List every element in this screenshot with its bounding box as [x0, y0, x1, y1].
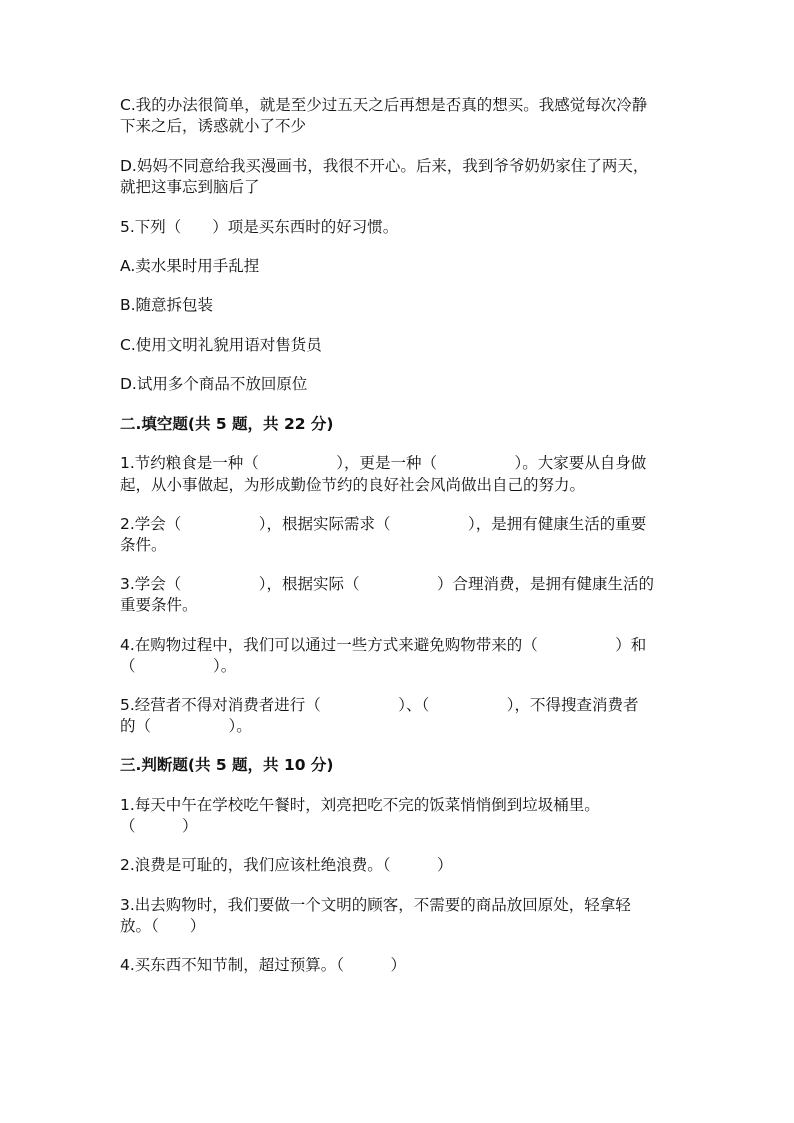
question-line: 的（ ）。 [120, 717, 252, 735]
question-line: （ ） [120, 817, 198, 835]
question-line: 3.学会（ ），根据实际（ ）合理消费，是拥有健康生活的 [120, 575, 655, 593]
option-line: C.我的办法很简单，就是至少过五天之后再想是否真的想买。我感觉每次冷静 [120, 96, 648, 114]
question-line: 1.节约粮食是一种（ ），更是一种（ ）。大家要从自身做 [120, 454, 647, 472]
question-line: 放。（ ） [120, 917, 206, 935]
option-line: A.卖水果时用手乱捏 [120, 257, 260, 275]
question-stem: 5.下列（ ）项是买东西时的好习惯。 [120, 218, 399, 236]
option-line: D.试用多个商品不放回原位 [120, 375, 308, 393]
question-line: 重要条件。 [120, 596, 198, 614]
section-heading: 二.填空题(共 5 题，共 22 分) [120, 415, 334, 433]
question-line: 条件。 [120, 536, 167, 554]
question-line: 2.学会（ ），根据实际需求（ ），是拥有健康生活的重要 [120, 515, 647, 533]
question-line: 3.出去购物时，我们要做一个文明的顾客，不需要的商品放回原处，轻拿轻 [120, 896, 631, 914]
question-line: 1.每天中午在学校吃午餐时，刘亮把吃不完的饭菜悄悄倒到垃圾桶里。 [120, 796, 600, 814]
question-line: （ ）。 [120, 657, 237, 675]
option-line: C.使用文明礼貌用语对售货员 [120, 336, 322, 354]
question-line: 2.浪费是可耻的，我们应该杜绝浪费。（ ） [120, 856, 453, 874]
option-line: 下来之后，诱惑就小了不少 [120, 117, 307, 135]
option-line: D.妈妈不同意给我买漫画书，我很不开心。后来，我到爷爷奶奶家住了两天， [120, 157, 649, 175]
question-line: 4.在购物过程中，我们可以通过一些方式来避免购物带来的（ ）和 [120, 636, 647, 654]
section-heading: 三.判断题(共 5 题，共 10 分) [120, 756, 334, 774]
question-line: 4.买东西不知节制，超过预算。（ ） [120, 956, 407, 974]
question-line: 起，从小事做起，为形成勤俭节约的良好社会风尚做出自己的努力。 [120, 476, 586, 494]
option-line: B.随意拆包装 [120, 296, 214, 314]
option-line: 就把这事忘到脑后了 [120, 178, 260, 196]
question-line: 5.经营者不得对消费者进行（ ）、（ ），不得搜查消费者 [120, 696, 639, 714]
